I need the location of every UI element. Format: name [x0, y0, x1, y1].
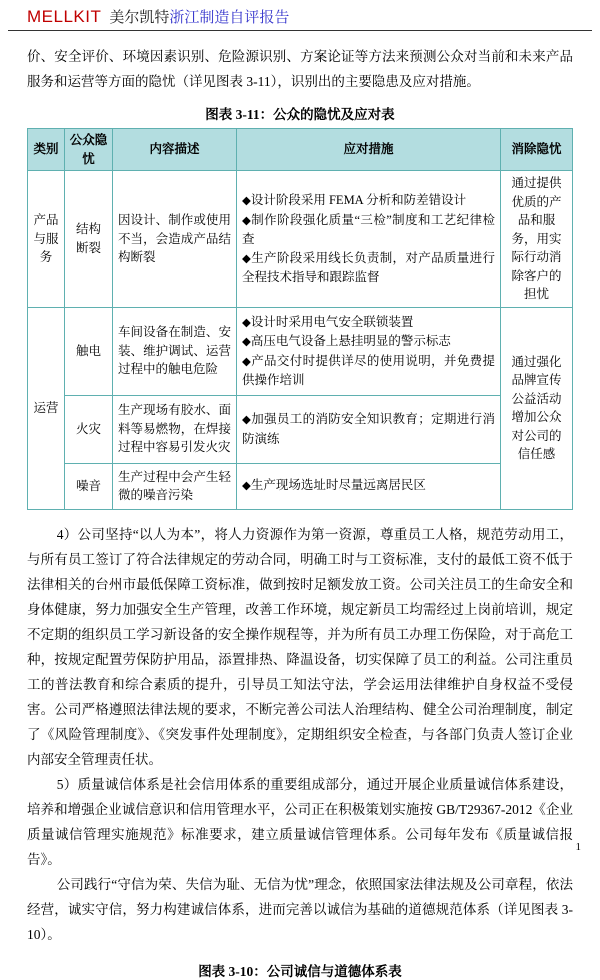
category-cell: 运营 — [28, 307, 65, 509]
measures-cell — [237, 307, 501, 395]
brand-logo-text: MELLKIT — [27, 7, 102, 26]
page-content — [0, 44, 600, 980]
diamond-bullet-icon: ◆ — [242, 195, 251, 207]
column-header: 消除隐忧 — [501, 129, 573, 171]
measure-text: 设计阶段采用 FEMA 分析和防差错设计 — [250, 193, 467, 207]
measure-item — [242, 191, 495, 211]
table-row — [28, 463, 573, 509]
measure-item — [242, 352, 495, 390]
brand-name-cn: 美尔凯特 — [109, 10, 170, 26]
column-header: 公众隐忧 — [65, 129, 113, 171]
paragraph-5: 5）质量诚信体系是社会信用体系的重要组成部分，通过开展企业质量诚信体系建设，培养和增强企业诚信意识和信用管理水平，公司正在积极策划实施按 GB/T29367-2012《企业质量诚信管理实施规范》标准要求，建立质量诚信管理体系。公司每年发布《质量诚信报告》。 — [27, 776, 573, 867]
measure-text: 产品交付时提供详尽的使用说明，并免费提供操作培训 — [242, 353, 495, 387]
measure-item — [242, 211, 495, 249]
concern-cell: 触电 — [65, 307, 113, 395]
measure-item — [242, 476, 495, 496]
measures-cell — [237, 463, 501, 509]
measure-item — [242, 332, 495, 352]
diamond-bullet-icon: ◆ — [242, 336, 251, 348]
relief-cell: 通过提供优质的产品和服务，用实际行动消除客户的担忧 — [501, 171, 573, 308]
table-row — [28, 307, 573, 395]
figure-3-10-caption: 图表 3-10：公司诚信与道德体系表 — [198, 963, 402, 979]
table-row — [28, 171, 573, 308]
diamond-bullet-icon: ◆ — [242, 480, 251, 493]
diamond-bullet-icon: ◆ — [242, 214, 252, 227]
measures-cell — [237, 395, 501, 463]
measure-text: 加强员工的消防安全知识教育；定期进行消防演练 — [242, 412, 495, 446]
diamond-bullet-icon: ◆ — [242, 414, 252, 426]
concern-cell: 结构断裂 — [65, 171, 113, 308]
page-number: 1 — [575, 841, 581, 853]
table-header-row — [28, 129, 573, 171]
page-header — [8, 0, 592, 31]
measure-text: 生产现场选址时尽量远离居民区 — [250, 478, 426, 493]
relief-cell: 通过强化品牌宣传公益活动增加公众对公司的信任感 — [501, 307, 573, 509]
description-cell: 生产过程中会产生轻微的噪音污染 — [113, 463, 237, 509]
measure-text: 设计时采用电气安全联锁装置 — [250, 314, 414, 329]
description-cell: 因设计、制作或使用不当，会造成产品结构断裂 — [113, 171, 237, 308]
measure-text: 制作阶段强化质量“三检”制度和工艺纪律检查 — [242, 212, 495, 246]
description-cell: 生产现场有胶水、面料等易燃物，在焊接过程中容易引发火灾 — [113, 395, 237, 463]
diamond-bullet-icon: ◆ — [242, 316, 251, 329]
public-concerns-table — [27, 128, 573, 510]
measures-cell — [237, 171, 501, 308]
measure-item — [242, 313, 495, 333]
paragraph-4: 4）公司坚持“以人为本”，将人力资源作为第一资源，尊重员工人格，规范劳动用工，与所有员工签订了符合法律规定的劳动合同，明确工时与工资标准，支付的最低工资不低于法律相关的台州市最低保障工资标准，做到按时足额发放工资。公司关注员工的生命安全和身体健康，努力加强安全生产管理，改善工作环境，规定新员工均需经过上岗前培训，规定不定期的组织员工学习新设备的安全操作规程等，并为所有员工办理工伤保险，对于高危工种，按规定配置劳保防护用品，添置排热、降温设备，切实保障了员工的利益。公司注重员工的普法教育和综合素质的提升，引导员工知法守法，学会运用法律维护自身权益不受侵害。公司严格遵照法律法规的要求，不断完善公司法人治理结构、健全公司治理制度，制定了《风险管理制度》、《突发事件处理制度》，定期组织安全检查，与各部门负责人签订企业内部安全管理责任状。 — [27, 526, 573, 767]
paragraph-6: 公司践行“守信为荣、失信为耻、无信为忧”理念，依照国家法律法规及公司章程，依法经营，诚实守信，努力构建诚信体系，进而完善以诚信为基础的道德规范体系（详见图表 3-10）。 — [27, 876, 573, 942]
intro-paragraph: 价、安全评价、环境因素识别、危险源识别、方案论证等方法来预测公众对当前和未来产品服务和运营等方面的隐忧（详见图表 3-11），识别出的主要隐患及应对措施。 — [27, 49, 573, 89]
diamond-bullet-icon: ◆ — [242, 355, 252, 368]
column-header: 应对措施 — [237, 129, 501, 171]
column-header: 内容描述 — [113, 129, 237, 171]
measure-text: 高压电气设备上悬挂明显的警示标志 — [250, 334, 451, 348]
category-cell: 产品与服务 — [28, 171, 65, 308]
table-body — [28, 171, 573, 510]
measure-item — [242, 249, 495, 287]
concern-cell: 火灾 — [65, 395, 113, 463]
document-title: 浙江制造自评报告 — [169, 10, 290, 26]
column-header: 类别 — [28, 129, 65, 171]
table-head — [28, 129, 573, 171]
table-row — [28, 395, 573, 463]
concern-cell: 噪音 — [65, 463, 113, 509]
diamond-bullet-icon: ◆ — [242, 252, 252, 265]
measure-item — [242, 410, 495, 448]
description-cell: 车间设备在制造、安装、维护调试、运营过程中的触电危险 — [113, 307, 237, 395]
measure-text: 生产阶段采用线长负责制，对产品质量进行全程技术指导和跟踪监督 — [242, 250, 495, 284]
figure-3-11-caption: 图表 3-11：公众的隐忧及应对表 — [205, 107, 395, 122]
